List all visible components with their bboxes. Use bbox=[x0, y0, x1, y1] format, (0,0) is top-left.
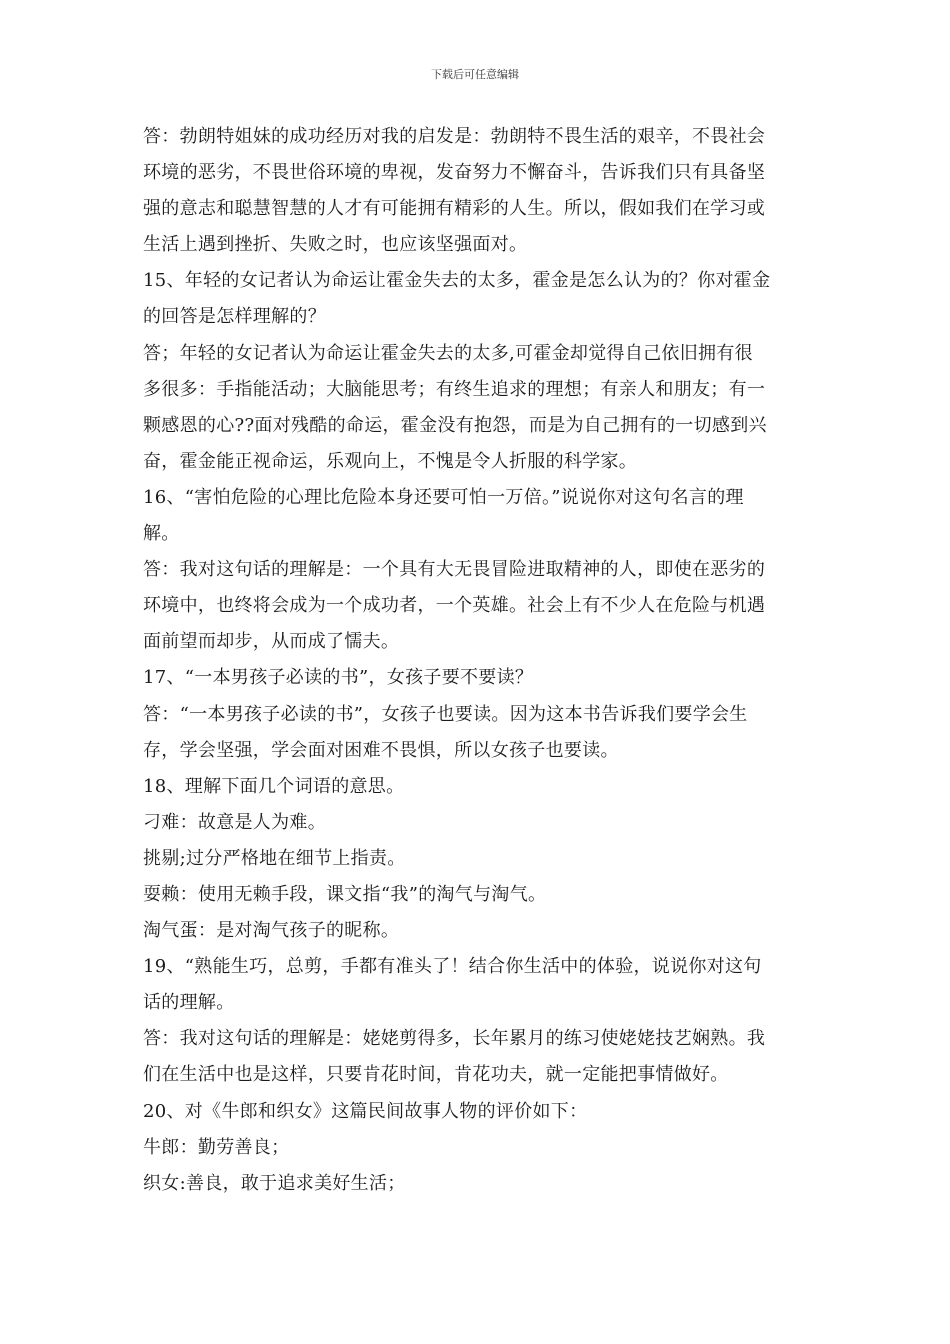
text-line: 面前望而却步，从而成了懦夫。 bbox=[143, 631, 400, 653]
text-line: 强的意志和聪慧智慧的人才有可能拥有精彩的人生。所以，假如我们在学习或 bbox=[143, 198, 766, 220]
text-line: 答：“一本男孩子必读的书”，女孩子也要读。因为这本书告诉我们要学会生 bbox=[143, 703, 748, 725]
question-line: 18、理解下面几个词语的意思。 bbox=[143, 775, 405, 797]
text-line: 颗感恩的心??面对残酷的命运，霍金没有抱怨，而是为自己拥有的一切感到兴 bbox=[143, 414, 767, 436]
question-line: 16、“害怕危险的心理比危险本身还要可怕一万倍。”说说你对这句名言的理 bbox=[143, 486, 744, 508]
text-line: 挑剔;过分严格地在细节上指责。 bbox=[143, 847, 406, 869]
text-line: 牛郎：勤劳善良； bbox=[143, 1136, 290, 1158]
text-line: 话的理解。 bbox=[143, 992, 235, 1014]
text-line: 环境中，也终将会成为一个成功者，一个英雄。社会上有不少人在危险与机遇 bbox=[143, 595, 766, 617]
question-line: 15、年轻的女记者认为命运让霍金失去的太多，霍金是怎么认为的？你对霍金 bbox=[143, 270, 771, 292]
text-line: 耍赖：使用无赖手段，课文指“我”的淘气与淘气。 bbox=[143, 883, 547, 905]
text-line: 织女:善良，敢于追求美好生活； bbox=[143, 1172, 406, 1194]
question-line: 19、“熟能生巧，总剪，手都有准头了！结合你生活中的体验，说说你对这句 bbox=[143, 956, 762, 978]
text-line: 答：我对这句话的理解是：姥姥剪得多，长年累月的练习使姥姥技艺娴熟。我 bbox=[143, 1028, 766, 1050]
text-line: 生活上遇到挫折、失败之时，也应该坚强面对。 bbox=[143, 234, 528, 256]
text-line: 存，学会坚强，学会面对困难不畏惧，所以女孩子也要读。 bbox=[143, 739, 619, 761]
text-line: 答：我对这句话的理解是：一个具有大无畏冒险进取精神的人，即使在恶劣的 bbox=[143, 559, 766, 581]
text-line: 多很多：手指能活动；大脑能思考；有终生追求的理想；有亲人和朋友；有一 bbox=[143, 378, 766, 400]
page-header: 下载后可任意编辑 bbox=[431, 68, 519, 81]
text-line: 环境的恶劣，不畏世俗环境的卑视，发奋努力不懈奋斗，告诉我们只有具备坚 bbox=[143, 162, 766, 184]
text-line: 的回答是怎样理解的？ bbox=[143, 306, 326, 328]
question-line: 17、“一本男孩子必读的书”，女孩子要不要读？ bbox=[143, 667, 534, 689]
text-line: 刁难：故意是人为难。 bbox=[143, 811, 326, 833]
text-line: 答：勃朗特姐妹的成功经历对我的启发是：勃朗特不畏生活的艰辛，不畏社会 bbox=[143, 126, 766, 147]
text-line: 淘气蛋：是对淘气孩子的昵称。 bbox=[143, 920, 400, 942]
text-line: 解。 bbox=[143, 523, 180, 545]
question-line: 20、对《牛郎和织女》这篇民间故事人物的评价如下： bbox=[143, 1100, 588, 1122]
document-body bbox=[143, 119, 807, 1202]
text-line: 答；年轻的女记者认为命运让霍金失去的太多,可霍金却觉得自己依旧拥有很 bbox=[143, 342, 753, 364]
text-line: 奋，霍金能正视命运，乐观向上，不愧是令人折服的科学家。 bbox=[143, 450, 638, 472]
text-line: 们在生活中也是这样，只要肯花时间，肯花功夫，就一定能把事情做好。 bbox=[143, 1064, 729, 1086]
